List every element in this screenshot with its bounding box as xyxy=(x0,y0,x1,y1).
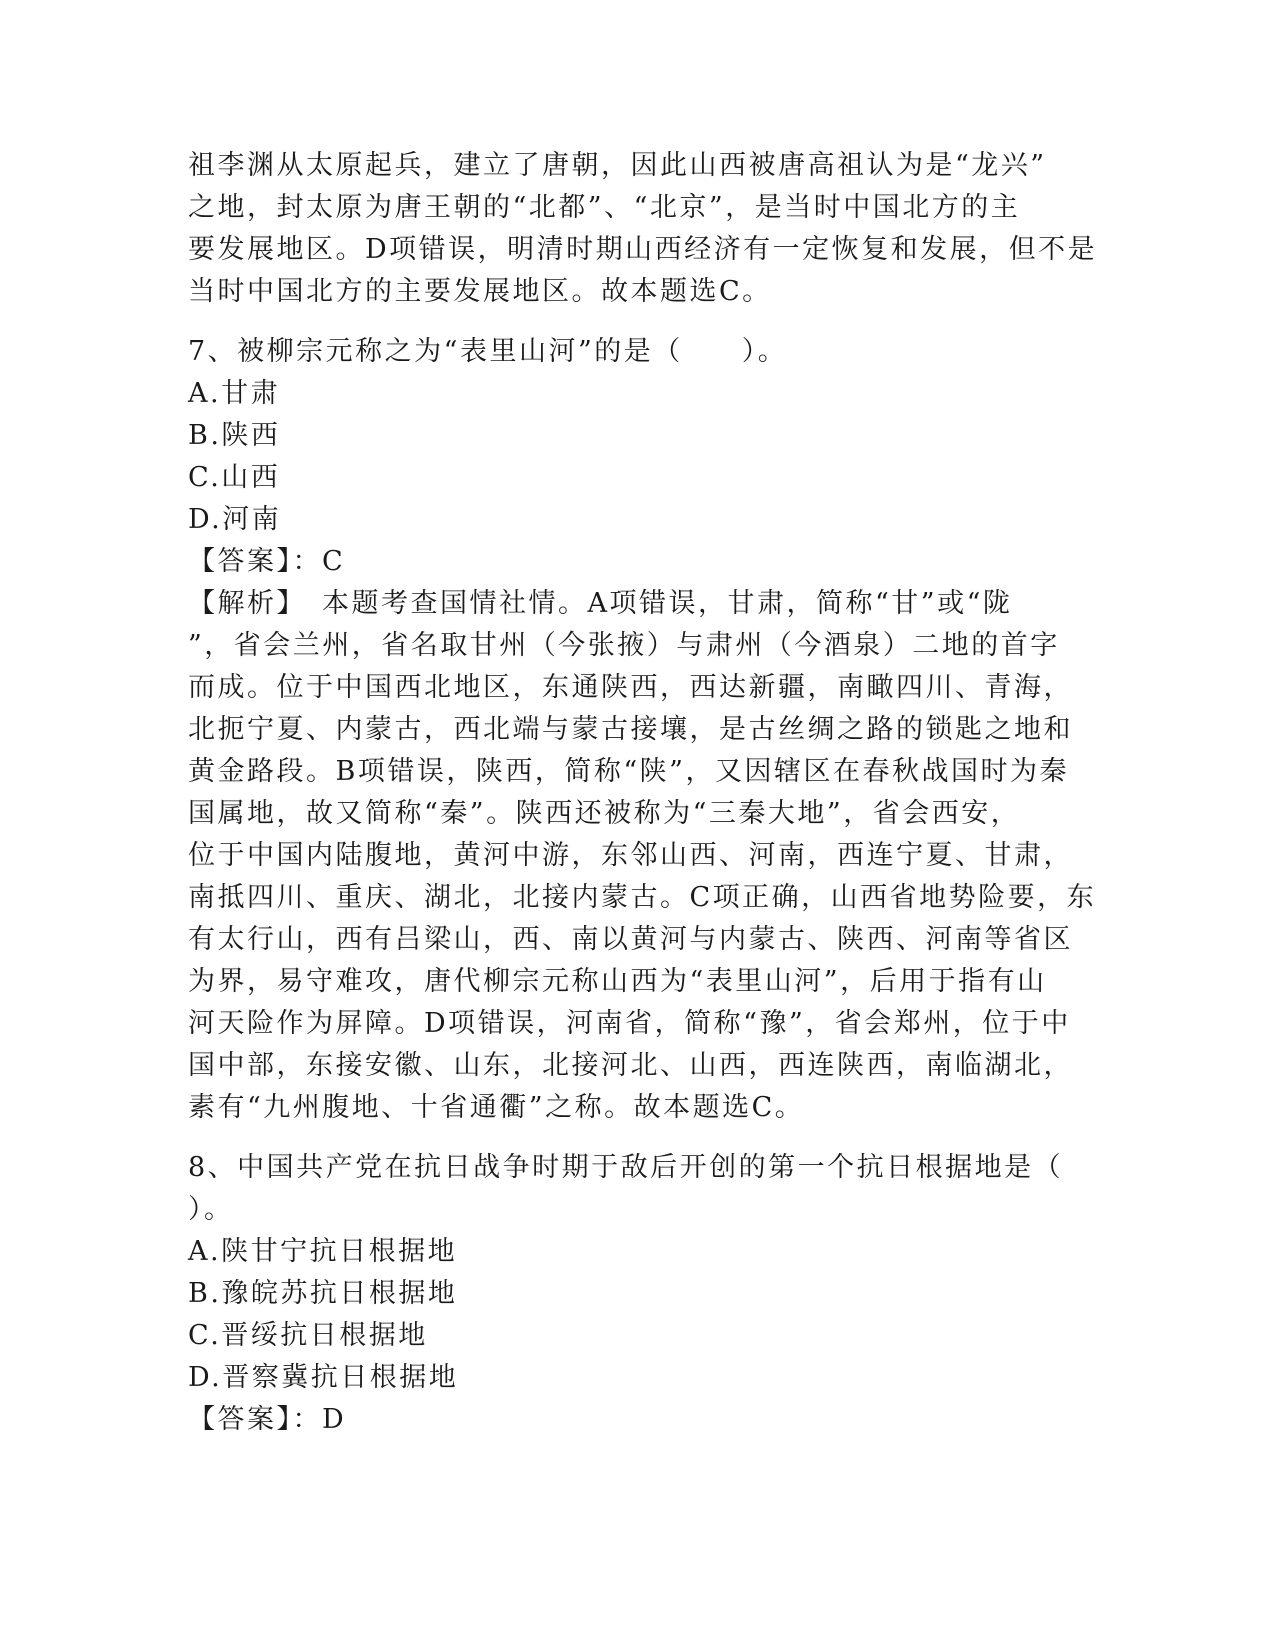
question-text: 7、被柳宗元称之为“表里山河”的是（ ）。 xyxy=(188,336,788,367)
explanation-line: 祖李渊从太原起兵，建立了唐朝，因此山西被唐高祖认为是“龙兴” xyxy=(188,150,1047,181)
explanation-line: 北扼宁夏、内蒙古，西北端与蒙古接壤，是古丝绸之路的锁匙之地和 xyxy=(188,714,1073,745)
explanation-line: 而成。位于中国西北地区，东通陕西，西达新疆，南瞰四川、青海， xyxy=(188,672,1073,703)
option-d: D.晋察冀抗日根据地 xyxy=(188,1362,459,1393)
explanation-line: 河天险作为屏障。D项错误，河南省，简称“豫”，省会郑州，位于中 xyxy=(188,1008,1071,1039)
explanation-line: 国中部，东接安徽、山东，北接河北、山西，西连陕西，南临湖北， xyxy=(188,1050,1073,1081)
answer: 【答案】：D xyxy=(188,1404,347,1435)
explanation-line: 南抵四川、重庆、湖北，北接内蒙古。C项正确，山西省地势险要，东 xyxy=(188,882,1097,913)
explanation-line: 有太行山，西有吕梁山，西、南以黄河与内蒙古、陕西、河南等省区 xyxy=(188,924,1073,955)
explanation-line: 素有“九州腹地、十省通衢”之称。故本题选C。 xyxy=(188,1092,805,1123)
answer: 【答案】：C xyxy=(188,546,346,577)
option-a: A.甘肃 xyxy=(188,378,281,409)
explanation-line: 为界，易守难攻，唐代柳宗元称山西为“表里山河”，后用于指有山 xyxy=(188,966,1047,997)
explanation-line: 黄金路段。B项错误，陕西，简称“陕”，又因辖区在春秋战国时为秦 xyxy=(188,756,1069,787)
option-c: C.晋绥抗日根据地 xyxy=(188,1320,428,1351)
explanation-line: 当时中国北方的主要发展地区。故本题选C。 xyxy=(188,276,772,307)
option-b: B.豫皖苏抗日根据地 xyxy=(188,1278,458,1309)
question-8 xyxy=(188,1147,1088,1441)
option-d: D.河南 xyxy=(188,504,282,535)
option-c: C.山西 xyxy=(188,462,281,493)
explanation-line: 【解析】 本题考查国情社情。A项错误，甘肃，简称“甘”或“陇 xyxy=(188,588,1013,619)
option-a: A.陕甘宁抗日根据地 xyxy=(188,1236,458,1267)
explanation-line: ”，省会兰州，省名取甘州（今张掖）与肃州（今酒泉）二地的首字 xyxy=(188,630,1060,661)
explanation-line: 要发展地区。D项错误，明清时期山西经济有一定恢复和发展，但不是 xyxy=(188,234,1098,265)
explanation-line: 位于中国内陆腹地，黄河中游，东邻山西、河南，西连宁夏、甘肃， xyxy=(188,840,1073,871)
question-text: 8、中国共产党在抗日战争时期于敌后开创的第一个抗日根据地是（ xyxy=(188,1152,1064,1183)
question-text: ）。 xyxy=(188,1194,234,1225)
question-7 xyxy=(188,331,1097,1129)
explanation-line: 国属地，故又简称“秦”。陕西还被称为“三秦大地”，省会西安， xyxy=(188,798,1021,829)
explanation-line: 之地，封太原为唐王朝的“北都”、“北京”，是当时中国北方的主 xyxy=(188,192,1021,223)
document-page xyxy=(188,145,1098,1441)
previous-explanation xyxy=(188,145,1098,313)
explanation xyxy=(188,583,1097,1129)
option-b: B.陕西 xyxy=(188,420,281,451)
